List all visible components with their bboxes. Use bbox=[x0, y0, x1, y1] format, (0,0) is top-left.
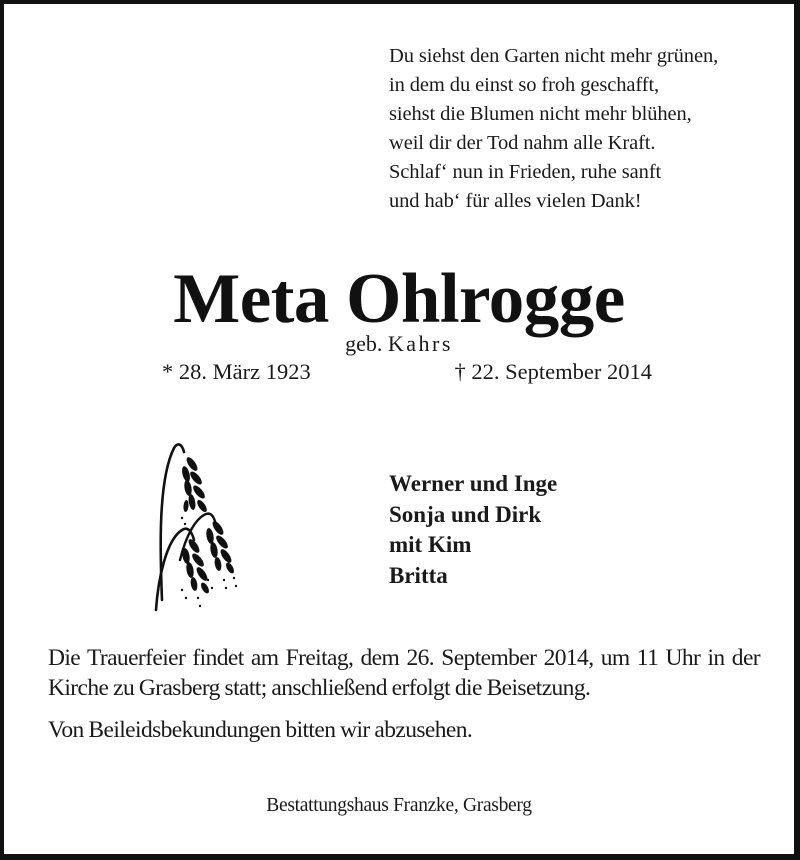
funeral-notice bbox=[48, 643, 760, 745]
service-info: Die Trauerfeier findet am Freitag, dem 26. September 2014, um 11 Uhr in der Kirche zu Grasberg statt; anschließend erfolgt die Beisetzung. bbox=[48, 645, 760, 701]
mourner-name: mit Kim bbox=[389, 532, 472, 557]
poem-line: Schlaf‘ nun in Frieden, ruhe sanft bbox=[389, 161, 662, 183]
maiden-name-line bbox=[4, 330, 794, 358]
mourner-name: Sonja und Dirk bbox=[389, 501, 542, 527]
poem-line: in dem du einst so froh geschafft, bbox=[389, 74, 660, 96]
undertaker-credit: Bestattungshaus Franzke, Grasberg bbox=[266, 795, 532, 816]
mourner-name: Werner und Inge bbox=[389, 471, 558, 496]
poem-line: und hab‘ für alles vielen Dank! bbox=[389, 190, 642, 212]
wheat-ears-icon bbox=[152, 440, 248, 614]
death-date: † 22. September 2014 bbox=[454, 359, 652, 384]
poem-line: siehst die Blumen nicht mehr blühen, bbox=[389, 103, 692, 125]
poem-line: Du siehst den Garten nicht mehr grünen, bbox=[389, 45, 719, 67]
condolences-note: Von Beileidsbekundungen bitten wir abzusehen. bbox=[48, 717, 473, 743]
mourners-list bbox=[389, 469, 557, 591]
deceased-name: Meta Ohlrogge bbox=[173, 260, 625, 338]
poem-line: weil dir der Tod nahm alle Kraft. bbox=[389, 132, 656, 154]
birth-date: * 28. März 1923 bbox=[162, 359, 311, 384]
mourner-name: Britta bbox=[389, 562, 448, 588]
life-dates bbox=[162, 358, 652, 386]
maiden-name: Kahrs bbox=[387, 331, 453, 356]
nee-prefix: geb. bbox=[345, 331, 383, 356]
memorial-poem bbox=[389, 42, 718, 216]
